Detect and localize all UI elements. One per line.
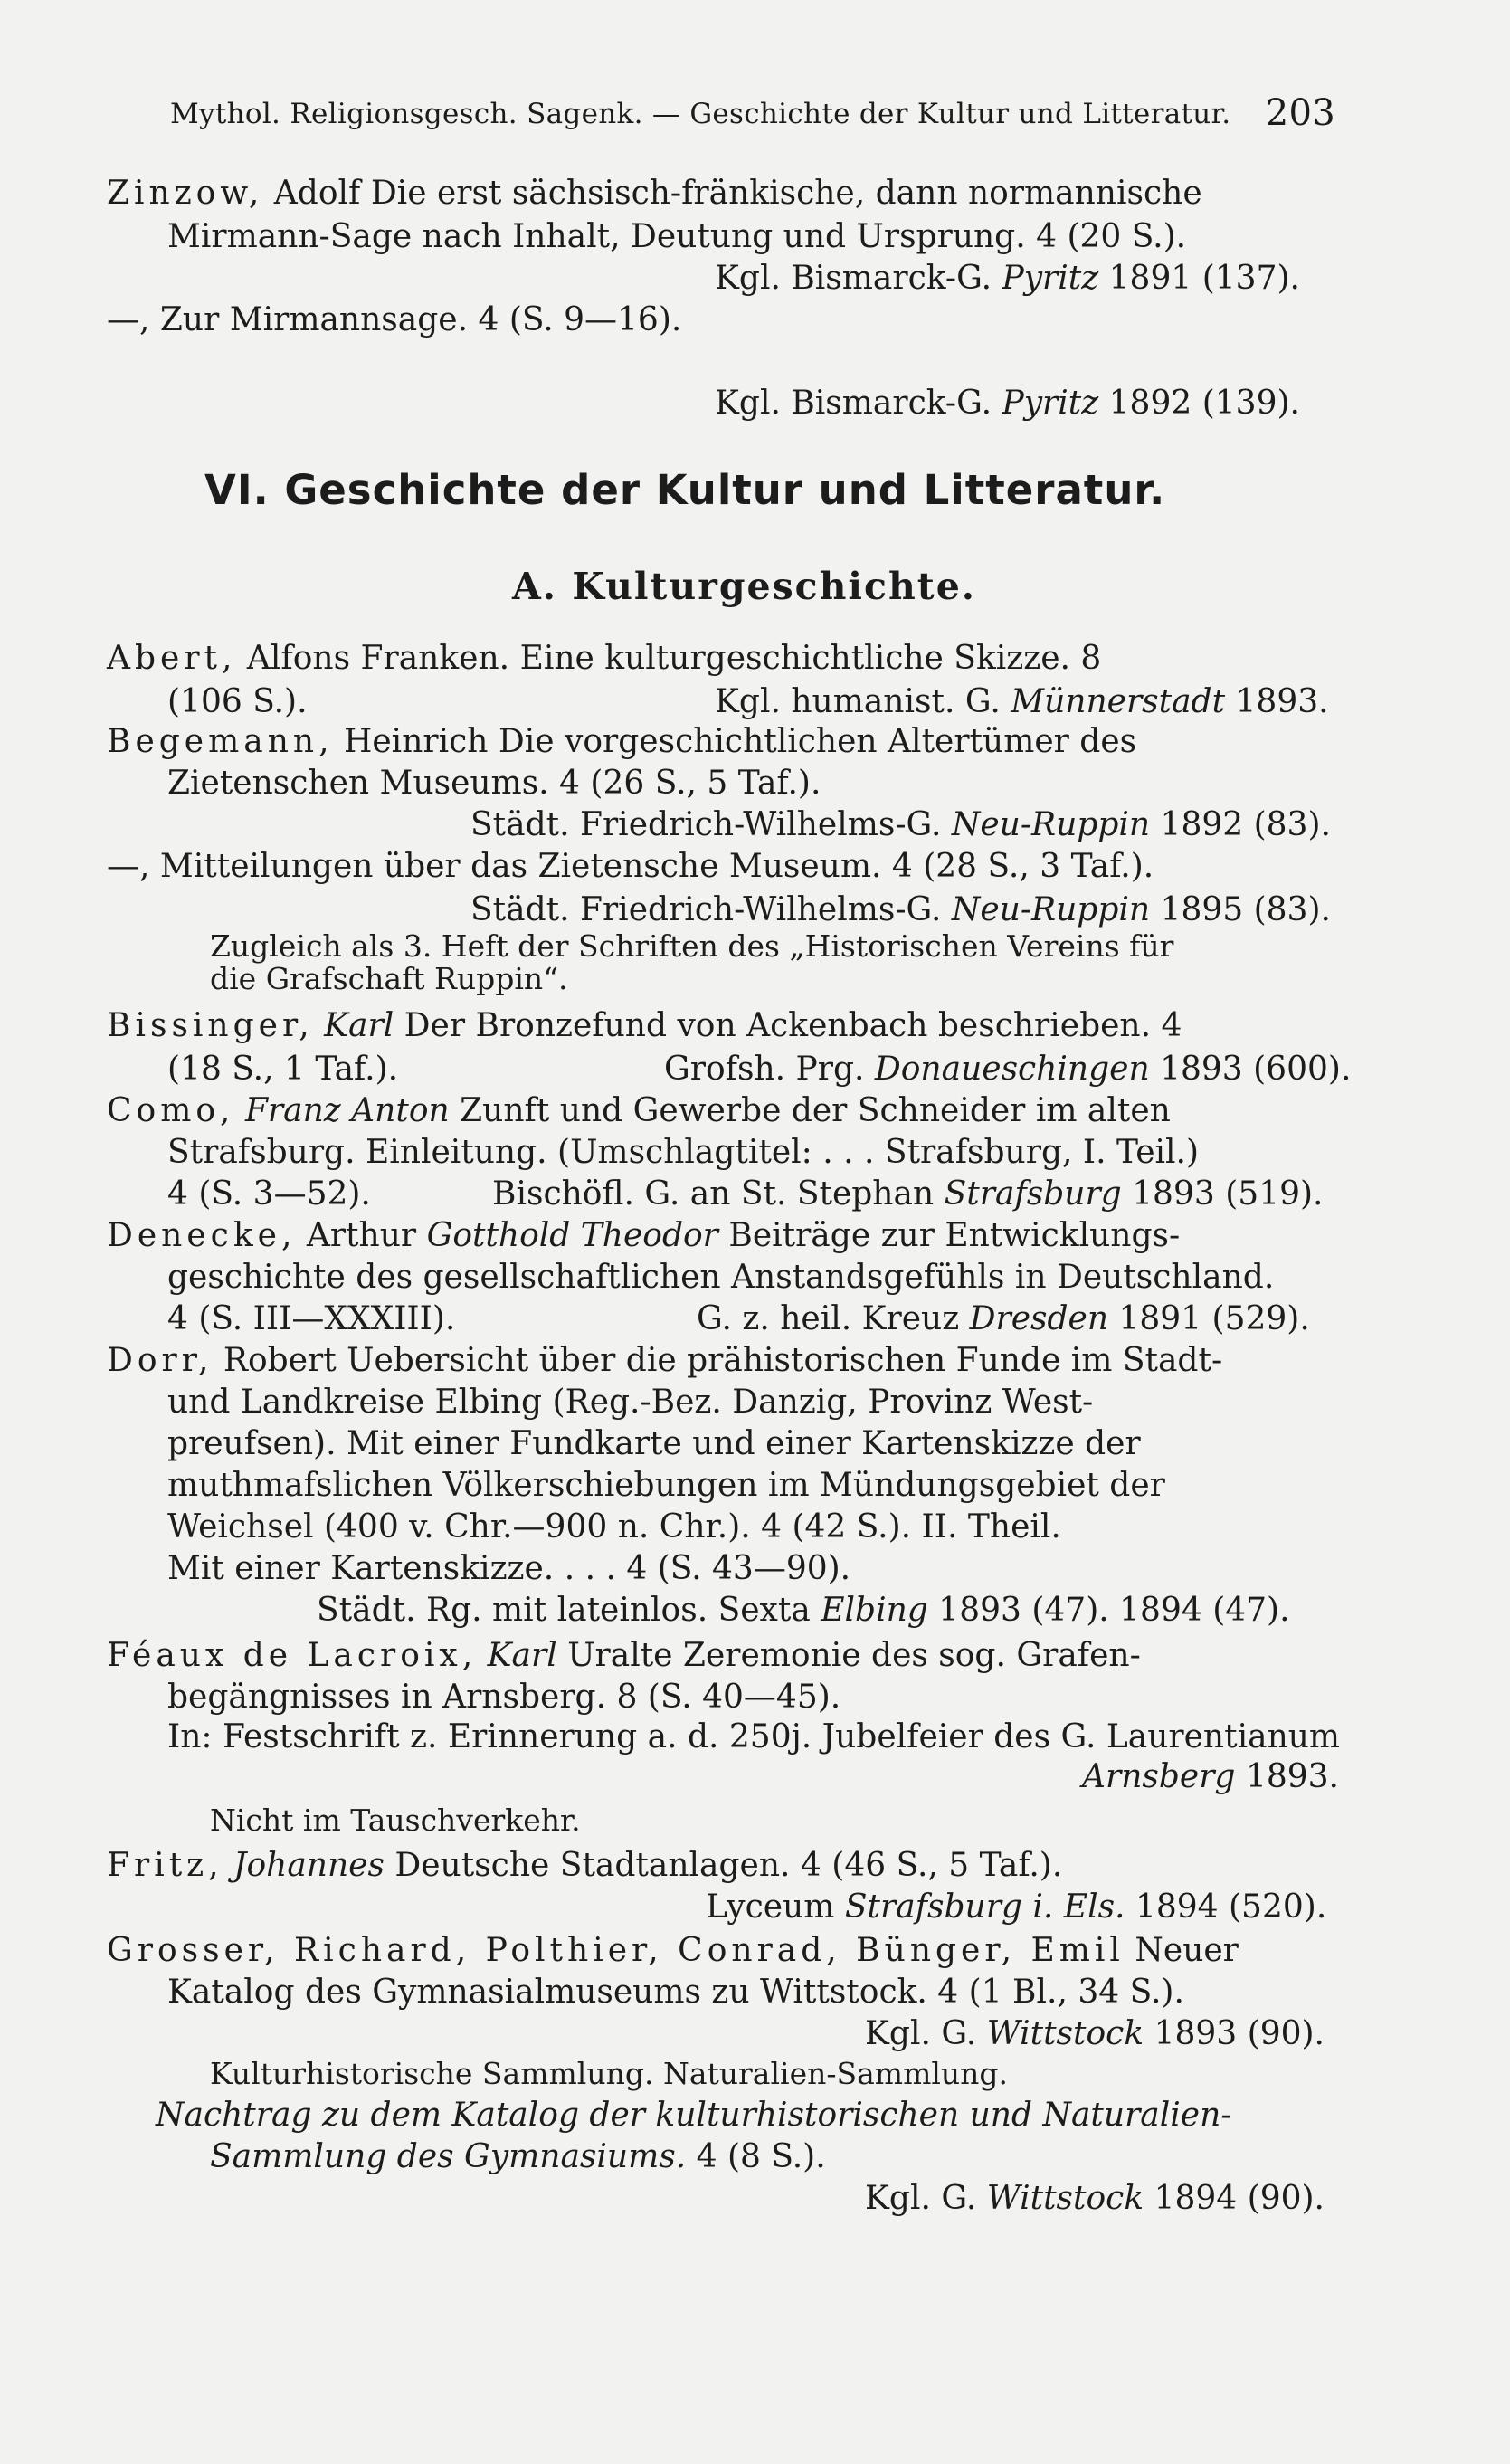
- running-header: [170, 92, 1335, 134]
- entry-como-line1: Como, Franz Anton Zunft und Gewerbe der Schneider im alten: [107, 1092, 1171, 1129]
- page-number: 203: [1265, 92, 1335, 134]
- entry-dorr-line1: Dorr, Robert Uebersicht über die prähistorischen Funde im Stadt-: [107, 1342, 1223, 1379]
- entry-dorr-line5: Weichsel (400 v. Chr.—900 n. Chr.). 4 (42 S.). II. Theil.: [167, 1508, 1061, 1546]
- entry-grosser-note: Kulturhistorische Sammlung. Naturalien-Sammlung.: [210, 2056, 1009, 2091]
- entry-grosser-italic2: Sammlung des Gymnasiums. 4 (8 S.).: [210, 2138, 826, 2175]
- entry-fritz-line1: Fritz, Johannes Deutsche Stadtanlagen. 4 (46 S., 5 Taf.).: [107, 1847, 1063, 1884]
- entry-bissinger-line1: Bissinger, Karl Der Bronzefund von Ackenbach beschrieben. 4: [107, 1007, 1182, 1044]
- entry-bissinger-line2: (18 S., 1 Taf.).: [167, 1051, 399, 1088]
- entry-begemann-line1: Begemann, Heinrich Die vorgeschichtlichen Altertümer des: [107, 723, 1137, 760]
- entry-como-line2: Strafsburg. Einleitung. (Umschlagtitel: . . . Strafsburg, I. Teil.): [167, 1134, 1200, 1171]
- entry-dorr-school: Städt. Rg. mit lateinlos. Sexta Elbing 1893 (47). 1894 (47).: [317, 1592, 1290, 1629]
- subsection-title: A. Kulturgeschichte.: [512, 565, 977, 608]
- entry-feaux-line3: In: Festschrift z. Erinnerung a. d. 250j. Jubelfeier des G. Laurentianum: [167, 1718, 1341, 1755]
- entry-begemann-note2: die Grafschaft Ruppin“.: [210, 961, 568, 996]
- entry-feaux-place: Arnsberg 1893.: [1082, 1758, 1339, 1795]
- entry-abert-line1: Abert, Alfons Franken. Eine kulturgeschichtliche Skizze. 8: [107, 640, 1102, 677]
- entry-grosser-school2: Kgl. G. Wittstock 1894 (90).: [865, 2180, 1325, 2217]
- entry-begemann-school1: Städt. Friedrich-Wilhelms-G. Neu-Ruppin 1892 (83).: [470, 806, 1331, 843]
- entry-dorr-line2: und Landkreise Elbing (Reg.-Bez. Danzig, Provinz West-: [167, 1384, 1094, 1421]
- entry-grosser-school1: Kgl. G. Wittstock 1893 (90).: [865, 2015, 1325, 2052]
- entry-como-line3: 4 (S. 3—52).: [167, 1175, 371, 1213]
- entry-bissinger-school: Grofsh. Prg. Donaueschingen 1893 (600).: [664, 1051, 1352, 1088]
- entry-grosser-line1: Grosser, Richard, Polthier, Conrad, Bünger, Emil Neuer: [107, 1932, 1239, 1969]
- section-title: VI. Geschichte der Kultur und Litteratur.: [204, 466, 1166, 514]
- entry-begemann-school2: Städt. Friedrich-Wilhelms-G. Neu-Ruppin 1895 (83).: [470, 891, 1331, 928]
- entry-zinzow-line3: —, Zur Mirmannsage. 4 (S. 9—16).: [107, 301, 682, 338]
- entry-begemann-line3: —, Mitteilungen über das Zietensche Museum. 4 (28 S., 3 Taf.).: [107, 848, 1154, 885]
- author-name: Zinzow,: [107, 175, 264, 212]
- entry-abert-school: Kgl. humanist. G. Münnerstadt 1893.: [715, 683, 1329, 720]
- entry-feaux-line1: Féaux de Lacroix, Karl Uralte Zeremonie des sog. Grafen-: [107, 1637, 1141, 1674]
- entry-dorr-line6: Mit einer Kartenskizze. . . . 4 (S. 43—90).: [167, 1550, 851, 1587]
- entry-feaux-line2: begängnisses in Arnsberg. 8 (S. 40—45).: [167, 1679, 841, 1716]
- entry-begemann-line2: Zietenschen Museums. 4 (26 S., 5 Taf.).: [167, 765, 821, 802]
- entry-grosser-italic1: Nachtrag zu dem Katalog der kulturhistorischen und Naturalien-: [156, 2097, 1232, 2134]
- entry-zinzow-school2: Kgl. Bismarck-G. Pyritz 1892 (139).: [715, 385, 1300, 422]
- entry-denecke-school: G. z. heil. Kreuz Dresden 1891 (529).: [697, 1300, 1310, 1337]
- entry-grosser-line2: Katalog des Gymnasialmuseums zu Wittstock. 4 (1 Bl., 34 S.).: [167, 1974, 1184, 2011]
- entry-como-school: Bischöfl. G. an St. Stephan Strafsburg 1893 (519).: [492, 1175, 1324, 1213]
- entry-abert-line2: (106 S.).: [167, 683, 308, 720]
- entry-begemann-note1: Zugleich als 3. Heft der Schriften des „Historischen Vereins für: [210, 928, 1174, 964]
- running-title: Mythol. Religionsgesch. Sagenk. — Geschichte der Kultur und Litteratur.: [170, 98, 1231, 130]
- entry-zinzow-line1: Zinzow, Adolf Die erst sächsisch-fränkische, dann normannische: [107, 175, 1202, 212]
- entry-dorr-line4: muthmafslichen Völkerschiebungen im Mündungsgebiet der: [167, 1467, 1165, 1504]
- entry-denecke-line1: Denecke, Arthur Gotthold Theodor Beiträge zur Entwicklungs-: [107, 1217, 1181, 1254]
- entry-denecke-line3: 4 (S. III—XXXIII).: [167, 1300, 456, 1337]
- entry-dorr-line3: preufsen). Mit einer Fundkarte und einer Kartenskizze der: [167, 1425, 1141, 1462]
- entry-zinzow-school1: Kgl. Bismarck-G. Pyritz 1891 (137).: [715, 260, 1300, 297]
- entry-feaux-note: Nicht im Tauschverkehr.: [210, 1803, 581, 1838]
- entry-fritz-school: Lyceum Strafsburg i. Els. 1894 (520).: [706, 1888, 1327, 1926]
- entry-denecke-line2: geschichte des gesellschaftlichen Anstandsgefühls in Deutschland.: [167, 1259, 1275, 1296]
- entry-zinzow-line2: Mirmann-Sage nach Inhalt, Deutung und Ursprung. 4 (20 S.).: [167, 218, 1187, 255]
